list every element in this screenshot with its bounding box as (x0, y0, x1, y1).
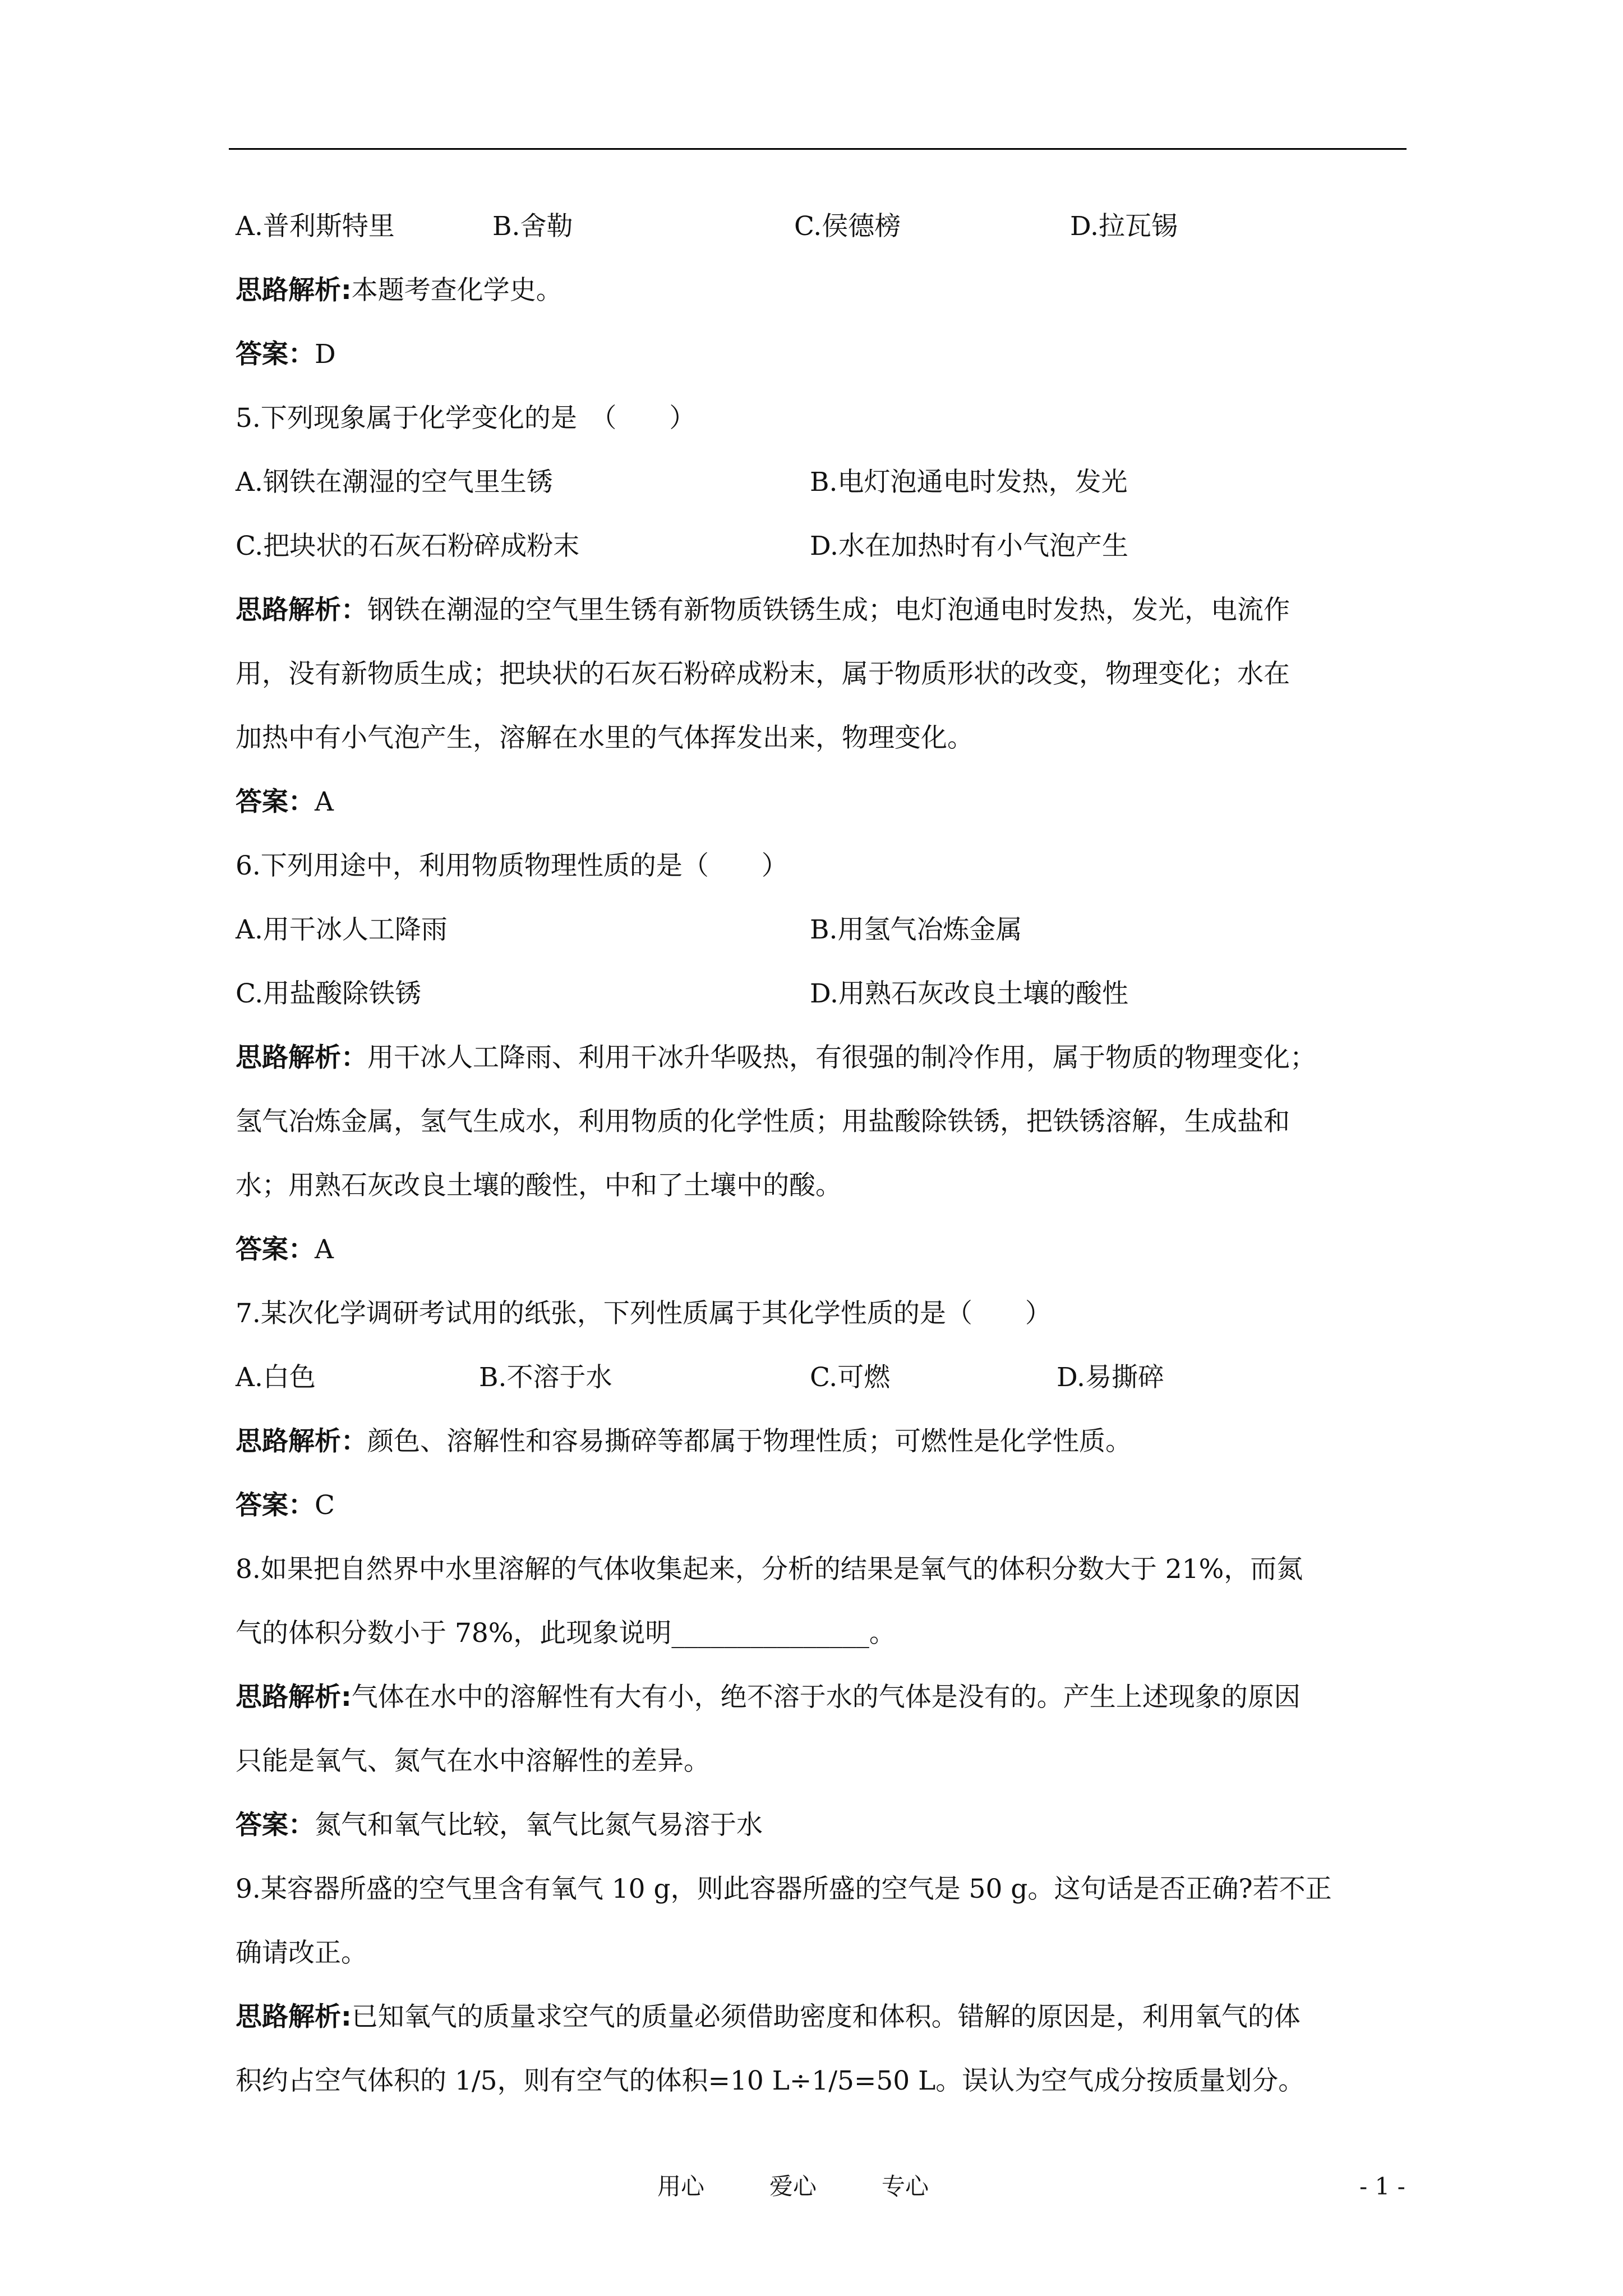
q5-option-d: D.水在加热时有小气泡产生 (810, 531, 1128, 562)
q7-option-d: D.易撕碎 (1057, 1362, 1164, 1393)
q6-analysis-line: 氢气冶炼金属，氢气生成水，利用物质的化学性质；用盐酸除铁锈，把铁锈溶解，生成盐和 (236, 1106, 1290, 1137)
answer-text: D (315, 339, 336, 370)
analysis-label: 思路解析： (236, 595, 367, 625)
q7-option-b: B.不溶于水 (479, 1362, 612, 1393)
q7-option-a: A.白色 (236, 1362, 316, 1393)
answer-text: A (315, 1234, 334, 1265)
q7-analysis (236, 1424, 1408, 1460)
analysis-text: 颜色、溶解性和容易撕碎等都属于物理性质；可燃性是化学性质。 (367, 1426, 1132, 1457)
q6-option-a: A.用干冰人工降雨 (236, 914, 448, 945)
q4-option-c: C.侯德榜 (794, 211, 901, 242)
q4-analysis (236, 273, 1408, 309)
q4-option-a: A.普利斯特里 (236, 211, 395, 242)
q7-stem: 7.某次化学调研考试用的纸张，下列性质属于其化学性质的是（ ） (236, 1298, 1052, 1329)
analysis-label: 思路解析: (236, 2001, 352, 2032)
analysis-label: 思路解析: (236, 275, 352, 306)
q5-option-c: C.把块状的石灰石粉碎成粉末 (236, 531, 580, 562)
q5-analysis-line: 加热中有小气泡产生，溶解在水里的气体挥发出来，物理变化。 (236, 723, 974, 753)
q8-stem-line: 8.如果把自然界中水里溶解的气体收集起来，分析的结果是氧气的体积分数大于 21%，而氮 (236, 1554, 1303, 1585)
q9-stem-line: 9.某容器所盛的空气里含有氧气 10 g，则此容器所盛的空气是 50 g。这句话是否正确?若不正 (236, 1874, 1332, 1904)
q6-option-d: D.用熟石灰改良土壤的酸性 (810, 978, 1128, 1009)
analysis-label: 思路解析: (236, 1682, 352, 1713)
q6-option-b: B.用氢气冶炼金属 (810, 914, 1022, 945)
answer-label: 答案： (236, 339, 315, 370)
q6-option-c: C.用盐酸除铁锈 (236, 978, 422, 1009)
answer-text: C (315, 1490, 335, 1521)
q5-option-a: A.钢铁在潮湿的空气里生锈 (236, 467, 553, 498)
q9-analysis-line (236, 1999, 1408, 2035)
analysis-label: 思路解析： (236, 1426, 367, 1457)
q5-stem: 5.下列现象属于化学变化的是 （ ） (236, 403, 696, 434)
answer-text: A (315, 786, 334, 817)
q6-answer (236, 1232, 1408, 1268)
answer-label: 答案： (236, 786, 315, 817)
q4-option-b: B.舍勒 (492, 211, 573, 242)
q7-answer (236, 1488, 1408, 1524)
analysis-text: 钢铁在潮湿的空气里生锈有新物质铁锈生成；电灯泡通电时发热，发光，电流作 (367, 595, 1290, 625)
footer-slogan-2: 爱心 (769, 2173, 817, 2200)
q6-stem: 6.下列用途中，利用物质物理性质的是（ ） (236, 850, 788, 881)
q9-stem-line: 确请改正。 (236, 1938, 367, 1968)
answer-label: 答案： (236, 1810, 315, 1841)
q5-analysis-line: 用，没有新物质生成；把块状的石灰石粉碎成粉末，属于物质形状的改变，物理变化；水在 (236, 659, 1290, 689)
q8-answer (236, 1807, 1408, 1843)
analysis-text: 用干冰人工降雨、利用干冰升华吸热，有很强的制冷作用，属于物质的物理变化； (367, 1042, 1316, 1073)
q5-analysis-line (236, 592, 1408, 628)
q6-analysis-line: 水；用熟石灰改良土壤的酸性，中和了土壤中的酸。 (236, 1170, 842, 1201)
answer-text: 氮气和氧气比较，氧气比氮气易溶于水 (315, 1810, 763, 1841)
analysis-label: 思路解析： (236, 1042, 367, 1073)
q8-analysis-line: 只能是氧气、氮气在水中溶解性的差异。 (236, 1746, 710, 1777)
q8-stem-line: 气的体积分数小于 78%，此现象说明_______________。 (236, 1618, 896, 1649)
analysis-text: 气体在水中的溶解性有大有小，绝不溶于水的气体是没有的。产生上述现象的原因 (351, 1682, 1301, 1713)
q9-analysis-line: 积约占空气体积的 1/5，则有空气的体积=10 L÷1/5=50 L。误认为空气成分按质量划分。 (236, 2065, 1305, 2096)
footer-slogan-3: 专心 (882, 2173, 929, 2200)
q7-option-c: C.可燃 (810, 1362, 891, 1393)
q5-option-b: B.电灯泡通电时发热，发光 (810, 467, 1128, 498)
header-rule (229, 148, 1407, 150)
page-number: - 1 - (1359, 2173, 1405, 2200)
analysis-text: 本题考查化学史。 (351, 275, 562, 306)
q4-option-d: D.拉瓦锡 (1070, 211, 1178, 242)
q4-answer (236, 337, 1408, 372)
analysis-text: 已知氧气的质量求空气的质量必须借助密度和体积。错解的原因是，利用氧气的体 (351, 2001, 1301, 2032)
q6-analysis-line (236, 1040, 1408, 1076)
q8-analysis-line (236, 1680, 1408, 1715)
footer-slogan-1: 用心 (657, 2173, 705, 2200)
answer-label: 答案： (236, 1490, 315, 1521)
answer-label: 答案： (236, 1234, 315, 1265)
q5-answer (236, 784, 1408, 820)
